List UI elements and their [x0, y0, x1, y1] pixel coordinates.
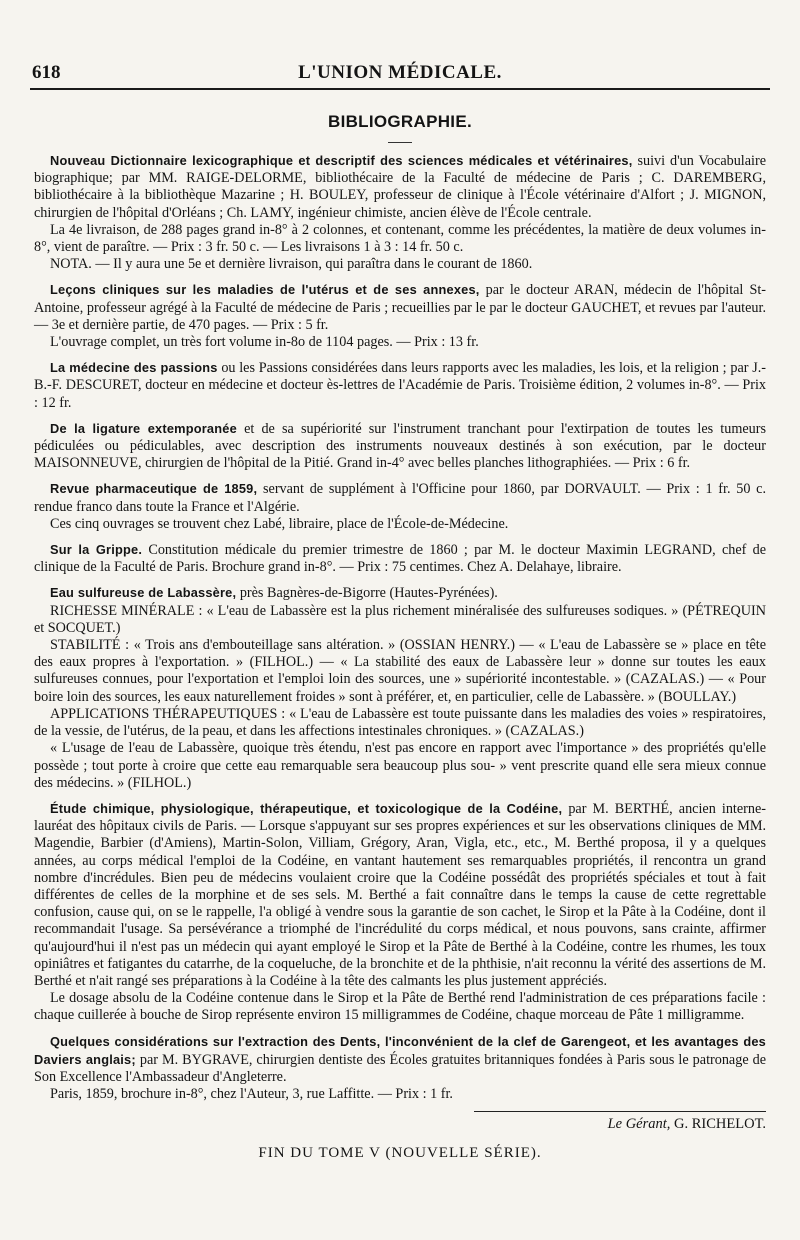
entry-heading: Eau sulfureuse de Labassère,	[50, 585, 237, 601]
entry-lead-paragraph	[34, 152, 766, 222]
entry-paragraph: NOTA. — Il y aura une 5e et dernière livraison, qui paraîtra dans le courant de 1860.	[50, 256, 533, 273]
bibliography-entry	[34, 1033, 766, 1104]
entry-paragraph: Paris, 1859, brochure in-8°, chez l'Auteur, 3, rue Laffitte. — Prix : 1 fr.	[50, 1086, 453, 1103]
entry-lead-paragraph	[34, 480, 766, 515]
bibliography-entry	[34, 480, 766, 533]
entry-body: par M. BYGRAVE, chirurgien dentiste des Écoles gratuites britanniques fondées à Paris sous le patronage de Son Excellence l'Ambassadeur d'Angleterre.	[34, 1051, 767, 1085]
bibliography-entry	[34, 152, 766, 273]
entry-paragraph: La 4e livraison, de 288 pages grand in-8° à 2 colonnes, et contenant, comme les précédentes, la matière de deux volumes in-8°, vient de paraître. — Prix : 3 fr. 50 c. — Les livraisons 1 à 3 : 14 fr. 50 c.	[34, 221, 766, 256]
entry-heading: Quelques considérations sur l'extraction des Dents, l'inconvénient de la clef de Garengeot, et les avantages des Daviers anglais;	[34, 1033, 766, 1067]
bibliography-entry	[34, 541, 766, 576]
entry-body: suivi d'un Vocabulaire biographique; par MM. RAIGE-DELORME, bibliothécaire de la Faculté de médecine de Paris ; C. DAREMBERG, bibliothécaire à la bibliothèque Mazarine ; H. BOULEY, professeur de clinique à l'École vétérinaire d'Alfort ; J. MIGNON, chirurgien de l'hôpital d'Orléans ; Ch. LAMY, ingénieur chimiste, ancien élève de l'École centrale.	[34, 153, 767, 221]
bibliography-entry	[34, 800, 766, 1025]
entry-lead-paragraph	[34, 359, 766, 412]
entry-lead-paragraph	[34, 420, 766, 473]
entry-body: près Bagnères-de-Bigorre (Hautes-Pyrénées).	[239, 585, 498, 602]
entry-paragraph: Ces cinq ouvrages se trouvent chez Labé, libraire, place de l'École-de-Médecine.	[50, 515, 509, 532]
entry-body: ou les Passions considérées dans leurs rapports avec les maladies, les lois, et la religion ; par J.-B.-F. DESCURET, docteur en médecine et docteur ès-lettres de l'Académie de Paris. Troisième édition, 2 volumes in-8°. — Prix : 12 fr.	[34, 360, 767, 411]
section-title: BIBLIOGRAPHIE.	[328, 112, 472, 131]
title-rule	[388, 142, 412, 143]
entry-heading: Sur la Grippe.	[50, 542, 143, 558]
entry-body: servant de supplément à l'Officine pour 1860, par DORVAULT. — Prix : 1 fr. 50 c. rendue franco dans toute la France et l'Algérie.	[34, 481, 767, 515]
page-number: 618	[32, 62, 61, 83]
bibliography-entry	[34, 359, 766, 412]
page-header	[30, 58, 770, 90]
entry-paragraph: APPLICATIONS THÉRAPEUTIQUES : « L'eau de Labassère est toute puissante dans les maladies des voies » respiratoires, de la vessie, de l'utérus, de la peau, et dans les affections intestinales chroniques. » (CAZALAS.)	[34, 705, 766, 740]
entry-heading: La médecine des passions	[50, 360, 218, 376]
entry-heading: Étude chimique, physiologique, thérapeutique, et toxicologique de la Codéine,	[50, 800, 563, 816]
entry-list	[34, 152, 766, 1103]
entry-paragraph: L'ouvrage complet, un très fort volume in-8o de 1104 pages. — Prix : 13 fr.	[50, 334, 479, 351]
entry-lead-paragraph	[34, 281, 766, 334]
bibliography-content	[34, 152, 766, 1162]
signature-label: Le Gérant,	[607, 1116, 671, 1133]
end-of-volume-note: FIN DU TOME V (NOUVELLE SÉRIE).	[258, 1145, 542, 1162]
bibliography-entry	[34, 281, 766, 351]
signature	[474, 1111, 766, 1133]
running-title: L'UNION MÉDICALE.	[298, 62, 502, 83]
entry-paragraph: Le dosage absolu de la Codéine contenue dans le Sirop et la Pâte de Berthé rend l'administration de ces préparations facile : chaque cuillerée à bouche de Sirop représente environ 15 milligrammes de Codéine, chaque morceau de Pâte 1 milligramme.	[34, 990, 766, 1024]
entry-body: Constitution médicale du premier trimestre de 1860 ; par M. le docteur Maximin LEGRAND, chef de clinique de la Faculté de Paris. Brochure grand in-8°. — Prix : 75 centimes. Chez A. Delahaye, libraire.	[34, 542, 766, 576]
entry-body: par le docteur ARAN, médecin de l'hôpital St-Antoine, professeur agrégé à la Faculté de médecine de Paris ; recueillies par le par le docteur GAUCHET, et revues par l'auteur. — 3e et dernière partie, de 470 pages. — Prix : 5 fr.	[34, 282, 767, 333]
entry-lead-paragraph	[34, 541, 766, 576]
entry-heading: Revue pharmaceutique de 1859,	[50, 481, 258, 497]
entry-lead-paragraph	[34, 584, 766, 602]
entry-paragraph: « L'usage de l'eau de Labassère, quoique très étendu, n'est pas encore en rapport avec l'importance » des propriétés qu'elle possède ; tout porte à croire que cette eau remarquable sera beaucoup plus sou- » vent prescrite quand elle sera mieux connue des médecins. » (FILHOL.)	[34, 740, 766, 791]
entry-heading: Nouveau Dictionnaire lexicographique et descriptif des sciences médicales et vétérinaires,	[50, 153, 633, 168]
entry-paragraph: STABILITÉ : « Trois ans d'embouteillage sans altération. » (OSSIAN HENRY.) — « L'eau de Labassère se » place en tête des eaux propres à l'exportation. » (FILHOL.) — « La stabilité des eaux de Labassère leur » donne sur toutes les eaux sulfureuses connues, pour l'exportation et l'emploi loin des sources, une » supériorité incontestable. » (CAZALAS.) — « Pour boire loin des sources, les eaux naturellement froides » sont à préférer, et, en particulier, celle de Labassère. » (BOULLAY.)	[34, 637, 766, 705]
entry-lead-paragraph	[34, 1033, 766, 1087]
entry-heading: De la ligature extemporanée	[50, 420, 237, 436]
entry-body: par M. BERTHÉ, ancien interne-lauréat des hôpitaux civils de Paris. — Lorsque s'appuyant sur ses propres expériences et sur les observations cliniques de MM. Magendie, Barbier (d'Amiens), Martin-Solon, Villiam, Grégory, Aran, Vigla, etc., etc., M. Berthé proposa, il y a quelques années, au corps médical l'emploi de la Codéine, en vantant hautement ses remarquables propriétés, il rencontra un grand nombre d'incrédules. Bien peu de médecins voulaient croire que la Codéine possédât des propriétés spéciales et tout à fait différentes de celles de la morphine et de ses sels. M. Berthé a fait connaître dans le temps la cause de cette regrettable confusion, cause qui, on se le rappelle, l'a obligé à vendre sous la garantie de son cachet, le Sirop et la Pâte à la Codéine, dont il recommandait l'usage. Sa persévérance a triomphé de l'incrédulité du corps médical, et nous pouvons, sans crainte, affirmer qu'aujourd'hui il n'est pas un médecin qui ayant employé le Sirop et la Pâte de Berthé à la Codéine, contre les rhumes, les toux opiniâtres et fatigantes du catarrhe, de la coqueluche, de la bronchite et de la phthisie, n'ait reconnu la vérité des assertions de M. Berthé et n'ait rangé ses préparations à la Codéine à la tête des calmants les plus justement appréciés.	[34, 800, 767, 989]
entry-heading: Leçons cliniques sur les maladies de l'utérus et de ses annexes,	[50, 282, 480, 298]
bibliography-entry	[34, 420, 766, 473]
entry-body: et de sa supériorité sur l'instrument tranchant pour l'extirpation de toutes les tumeurs pédiculées ou pédiculables, avec description des instruments nouveaux destinés à son exécution, par le docteur MAISONNEUVE, chirurgien de l'hôpital de la Pitié. Grand in-4° avec belles planches lithographiées. — Prix : 6 fr.	[34, 420, 767, 472]
entry-paragraph: RICHESSE MINÉRALE : « L'eau de Labassère est la plus richement minéralisée des sulfureuses sodiques. » (PÉTREQUIN et SOCQUET.)	[34, 602, 766, 636]
signature-name: G. RICHELOT.	[674, 1116, 766, 1133]
bibliography-entry	[34, 584, 766, 791]
entry-lead-paragraph	[34, 800, 766, 990]
